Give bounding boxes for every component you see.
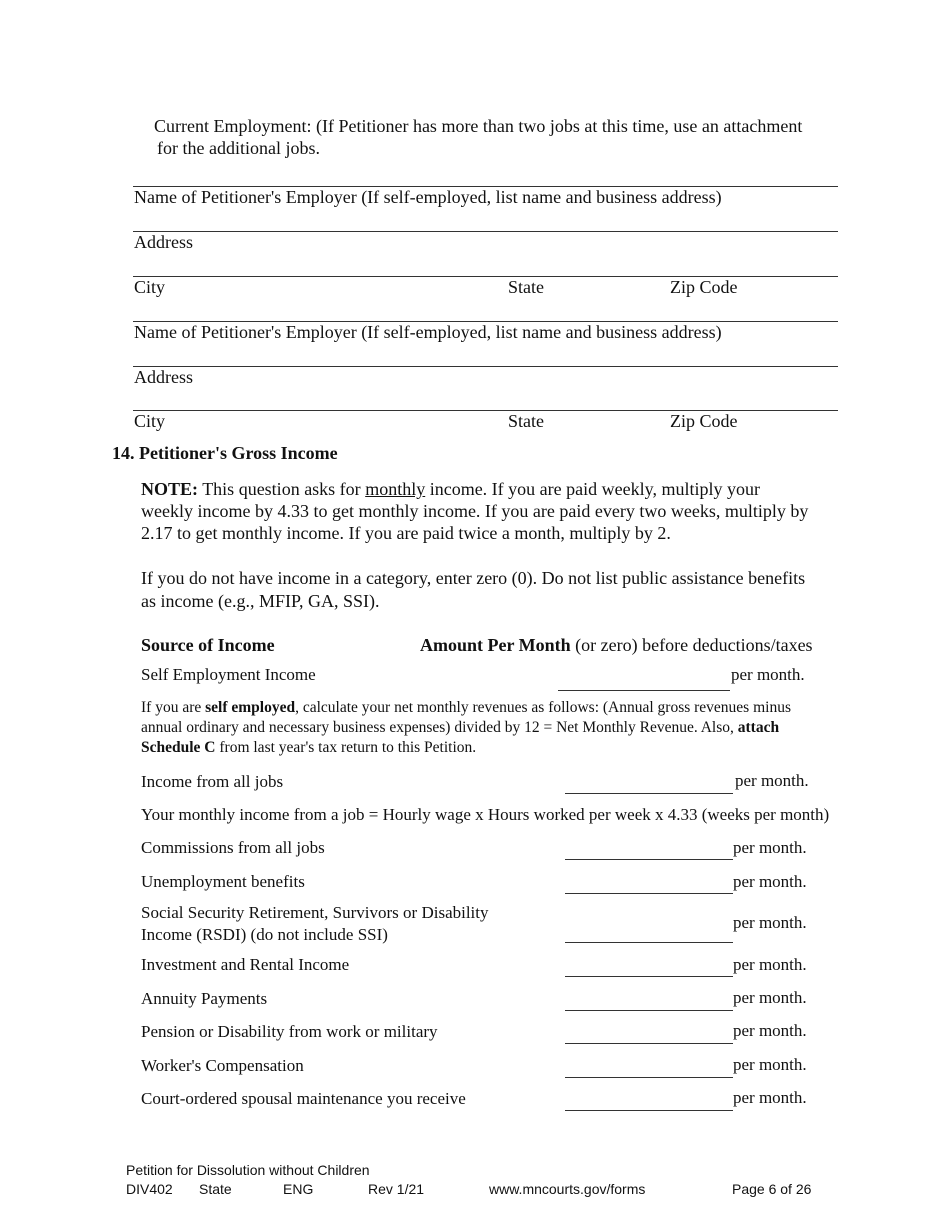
self-emp-note-line2 [141,718,779,738]
footer-form-code: DIV402 [126,1181,173,1197]
spousal-label: Court-ordered spousal maintenance you receive [141,1089,466,1108]
unemployment-label: Unemployment benefits [141,872,305,891]
pension-label: Pension or Disability from work or military [141,1022,438,1041]
note-line3: 2.17 to get monthly income. If you are paid twice a month, multiply by 2. [141,523,671,543]
rsdi-line2: Income (RSDI) (do not include SSI) [141,925,388,944]
rsdi-blank[interactable] [565,942,733,943]
workers-comp-per-month: per month. [733,1055,807,1074]
footer-page-number: Page 6 of 26 [732,1181,812,1197]
commissions-blank[interactable] [565,859,733,860]
annuity-per-month: per month. [733,988,807,1007]
rsdi-line1: Social Security Retirement, Survivors or Disability [141,903,489,922]
note-line1 [141,478,760,500]
self-emp-note-p2: , calculate your net monthly revenues as follows: (Annual gross revenues minus [295,699,791,716]
footer-form-title: Petition for Dissolution without Children [126,1162,370,1178]
footer-language: ENG [283,1181,314,1197]
employer1-zip-label: Zip Code [670,277,738,297]
col-amount-header [420,634,813,656]
self-emp-note-line3 [141,738,476,758]
self-emp-note-b3: Schedule C [141,739,216,756]
self-emp-note-p1: If you are [141,699,206,716]
self-emp-note-b2: attach [737,719,780,736]
zero-line1: If you do not have income in a category, enter zero (0). Do not list public assistance benefits [141,568,806,588]
zero-line2: as income (e.g., MFIP, GA, SSI). [141,591,380,611]
self-employment-blank[interactable] [558,690,730,691]
pension-per-month: per month. [733,1021,807,1040]
employer2-city-label: City [134,411,166,431]
employer2-address-line[interactable] [133,366,838,367]
jobs-blank[interactable] [565,793,733,794]
note-line1-rest: income. If you are paid weekly, multiply your [425,479,760,499]
self-emp-note-line2-pre: annual ordinary and necessary business expenses) divided by 12 = Net Monthly Revenue. Also, [141,719,738,736]
footer-jurisdiction: State [199,1181,232,1197]
note-pre: This question asks for [198,479,366,499]
jobs-label: Income from all jobs [141,772,284,791]
employer1-city-label: City [134,277,166,297]
self-employment-label: Self Employment Income [141,665,316,684]
commissions-label: Commissions from all jobs [141,838,325,857]
footer-revision: Rev 1/21 [368,1181,425,1197]
employment-intro-line2: for the additional jobs. [157,138,320,158]
self-emp-note-line3-rest: from last year's tax return to this Petition. [215,739,477,756]
investment-blank[interactable] [565,976,733,977]
section-14-heading: 14. Petitioner's Gross Income [112,443,338,463]
employer1-address-label: Address [134,232,193,252]
self-emp-note-b1: self employed [205,699,296,716]
unemployment-per-month: per month. [733,872,807,891]
commissions-per-month: per month. [733,838,807,857]
employer1-address-line[interactable] [133,231,838,232]
spousal-blank[interactable] [565,1110,733,1111]
investment-label: Investment and Rental Income [141,955,350,974]
employer2-address-label: Address [134,367,193,387]
workers-comp-blank[interactable] [565,1077,733,1078]
employer1-name-label: Name of Petitioner's Employer (If self-employed, list name and business address) [134,187,722,207]
employer2-name-label: Name of Petitioner's Employer (If self-employed, list name and business address) [134,322,722,342]
note-monthly: monthly [365,479,426,499]
footer-website-link[interactable]: www.mncourts.gov/forms [489,1181,646,1197]
spousal-per-month: per month. [733,1088,807,1107]
investment-per-month: per month. [733,955,807,974]
self-emp-note-line1 [141,698,791,718]
annuity-label: Annuity Payments [141,989,268,1008]
annuity-blank[interactable] [565,1010,733,1011]
note-label: NOTE: [141,479,199,499]
col-amount-bold: Amount Per Month [420,635,571,655]
self-employment-per-month: per month. [731,665,805,684]
unemployment-blank[interactable] [565,893,733,894]
employer1-state-label: State [508,277,544,297]
workers-comp-label: Worker's Compensation [141,1056,304,1075]
rsdi-per-month: per month. [733,913,807,932]
employer2-state-label: State [508,411,544,431]
jobs-per-month: per month. [735,771,809,790]
employer2-zip-label: Zip Code [670,411,738,431]
employment-intro-line1: Current Employment: (If Petitioner has more than two jobs at this time, use an attachment [154,116,803,136]
pension-blank[interactable] [565,1043,733,1044]
col-amount-rest: (or zero) before deductions/taxes [570,635,813,655]
note-line2: weekly income by 4.33 to get monthly income. If you are paid every two weeks, multiply by [141,501,809,521]
col-source-header: Source of Income [141,635,275,655]
jobs-formula: Your monthly income from a job = Hourly wage x Hours worked per week x 4.33 (weeks per month) [141,805,830,824]
